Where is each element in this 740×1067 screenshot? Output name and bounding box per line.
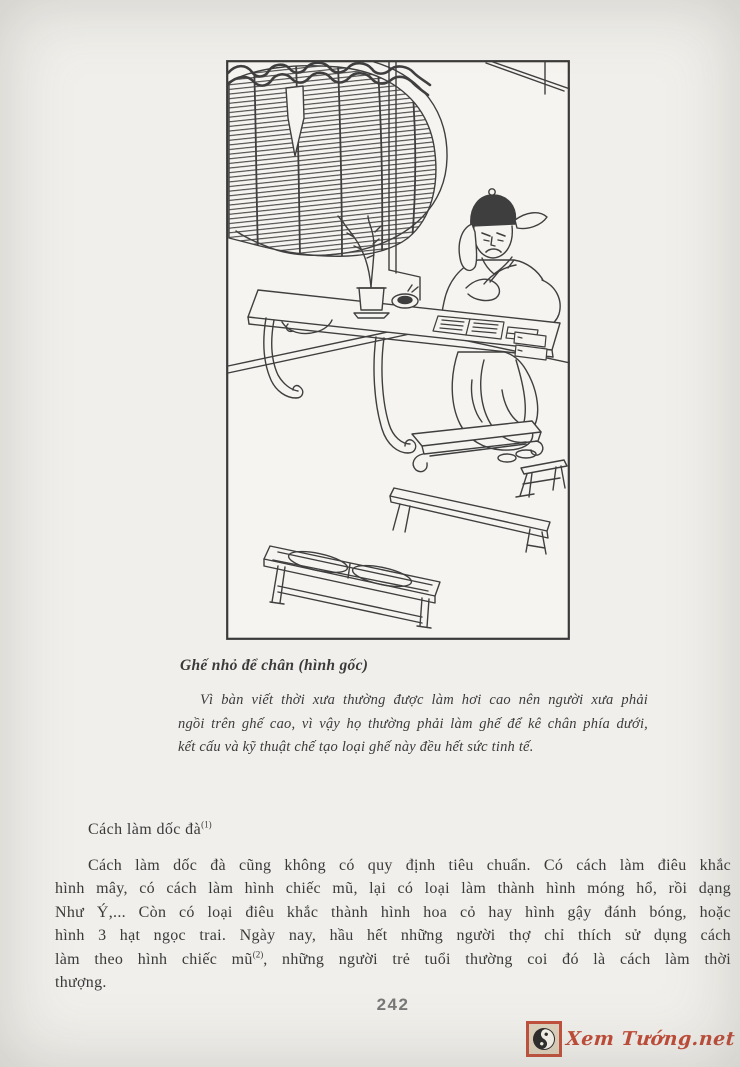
footnote-marker-1: (1) bbox=[201, 819, 212, 830]
footnote-marker-2: (2) bbox=[252, 949, 264, 960]
body-line-text: làm theo hình chiếc mũ bbox=[55, 950, 253, 968]
body-line bbox=[55, 948, 731, 971]
page-number: 242 bbox=[376, 995, 410, 1014]
section-heading bbox=[88, 821, 212, 839]
figure-note-line: Vì bàn viết thời xưa thường được làm hơi cao nên người xưa phải bbox=[200, 692, 648, 708]
body-line: Như Ý,... Còn có loại điêu khắc thành hình hoa cỏ hay hình gậy đánh bóng, hoặc bbox=[55, 903, 731, 921]
body-line: hình 3 hạt ngọc trai. Ngày nay, hầu hết những người thợ chỉ thích sử dụng cách bbox=[55, 927, 731, 945]
site-watermark bbox=[526, 1021, 735, 1057]
figure-note-line: ngồi trên ghế cao, vì vậy họ thường phải làm ghế để kê chân phía dưới, bbox=[178, 715, 648, 732]
figure-illustration bbox=[226, 60, 570, 640]
figure-note bbox=[178, 689, 648, 760]
section-heading-text: Cách làm dốc đà bbox=[88, 821, 202, 838]
watermark-text: Xem Tướng.net bbox=[565, 1028, 736, 1050]
body-line: Cách làm dốc đà cũng không có quy định tiêu chuẩn. Có cách làm điêu khắc bbox=[88, 857, 731, 874]
body-paragraph bbox=[55, 854, 731, 994]
body-line: thượng. bbox=[55, 974, 107, 992]
scholar-at-desk-drawing bbox=[226, 60, 570, 640]
body-line-text: , những người trẻ tuổi thường coi đó là cách làm thời bbox=[263, 950, 731, 968]
body-line: hình mây, có cách làm hình chiếc mũ, lại có loại làm thành hình móng hổ, rồi dạng bbox=[55, 880, 731, 898]
figure-note-line: kết cấu và kỹ thuật chế tạo loại ghế này đều hết sức tinh tế. bbox=[178, 739, 534, 755]
figure-caption: Ghế nhỏ để chân (hình gốc) bbox=[180, 657, 369, 674]
yin-yang-icon bbox=[526, 1021, 562, 1057]
